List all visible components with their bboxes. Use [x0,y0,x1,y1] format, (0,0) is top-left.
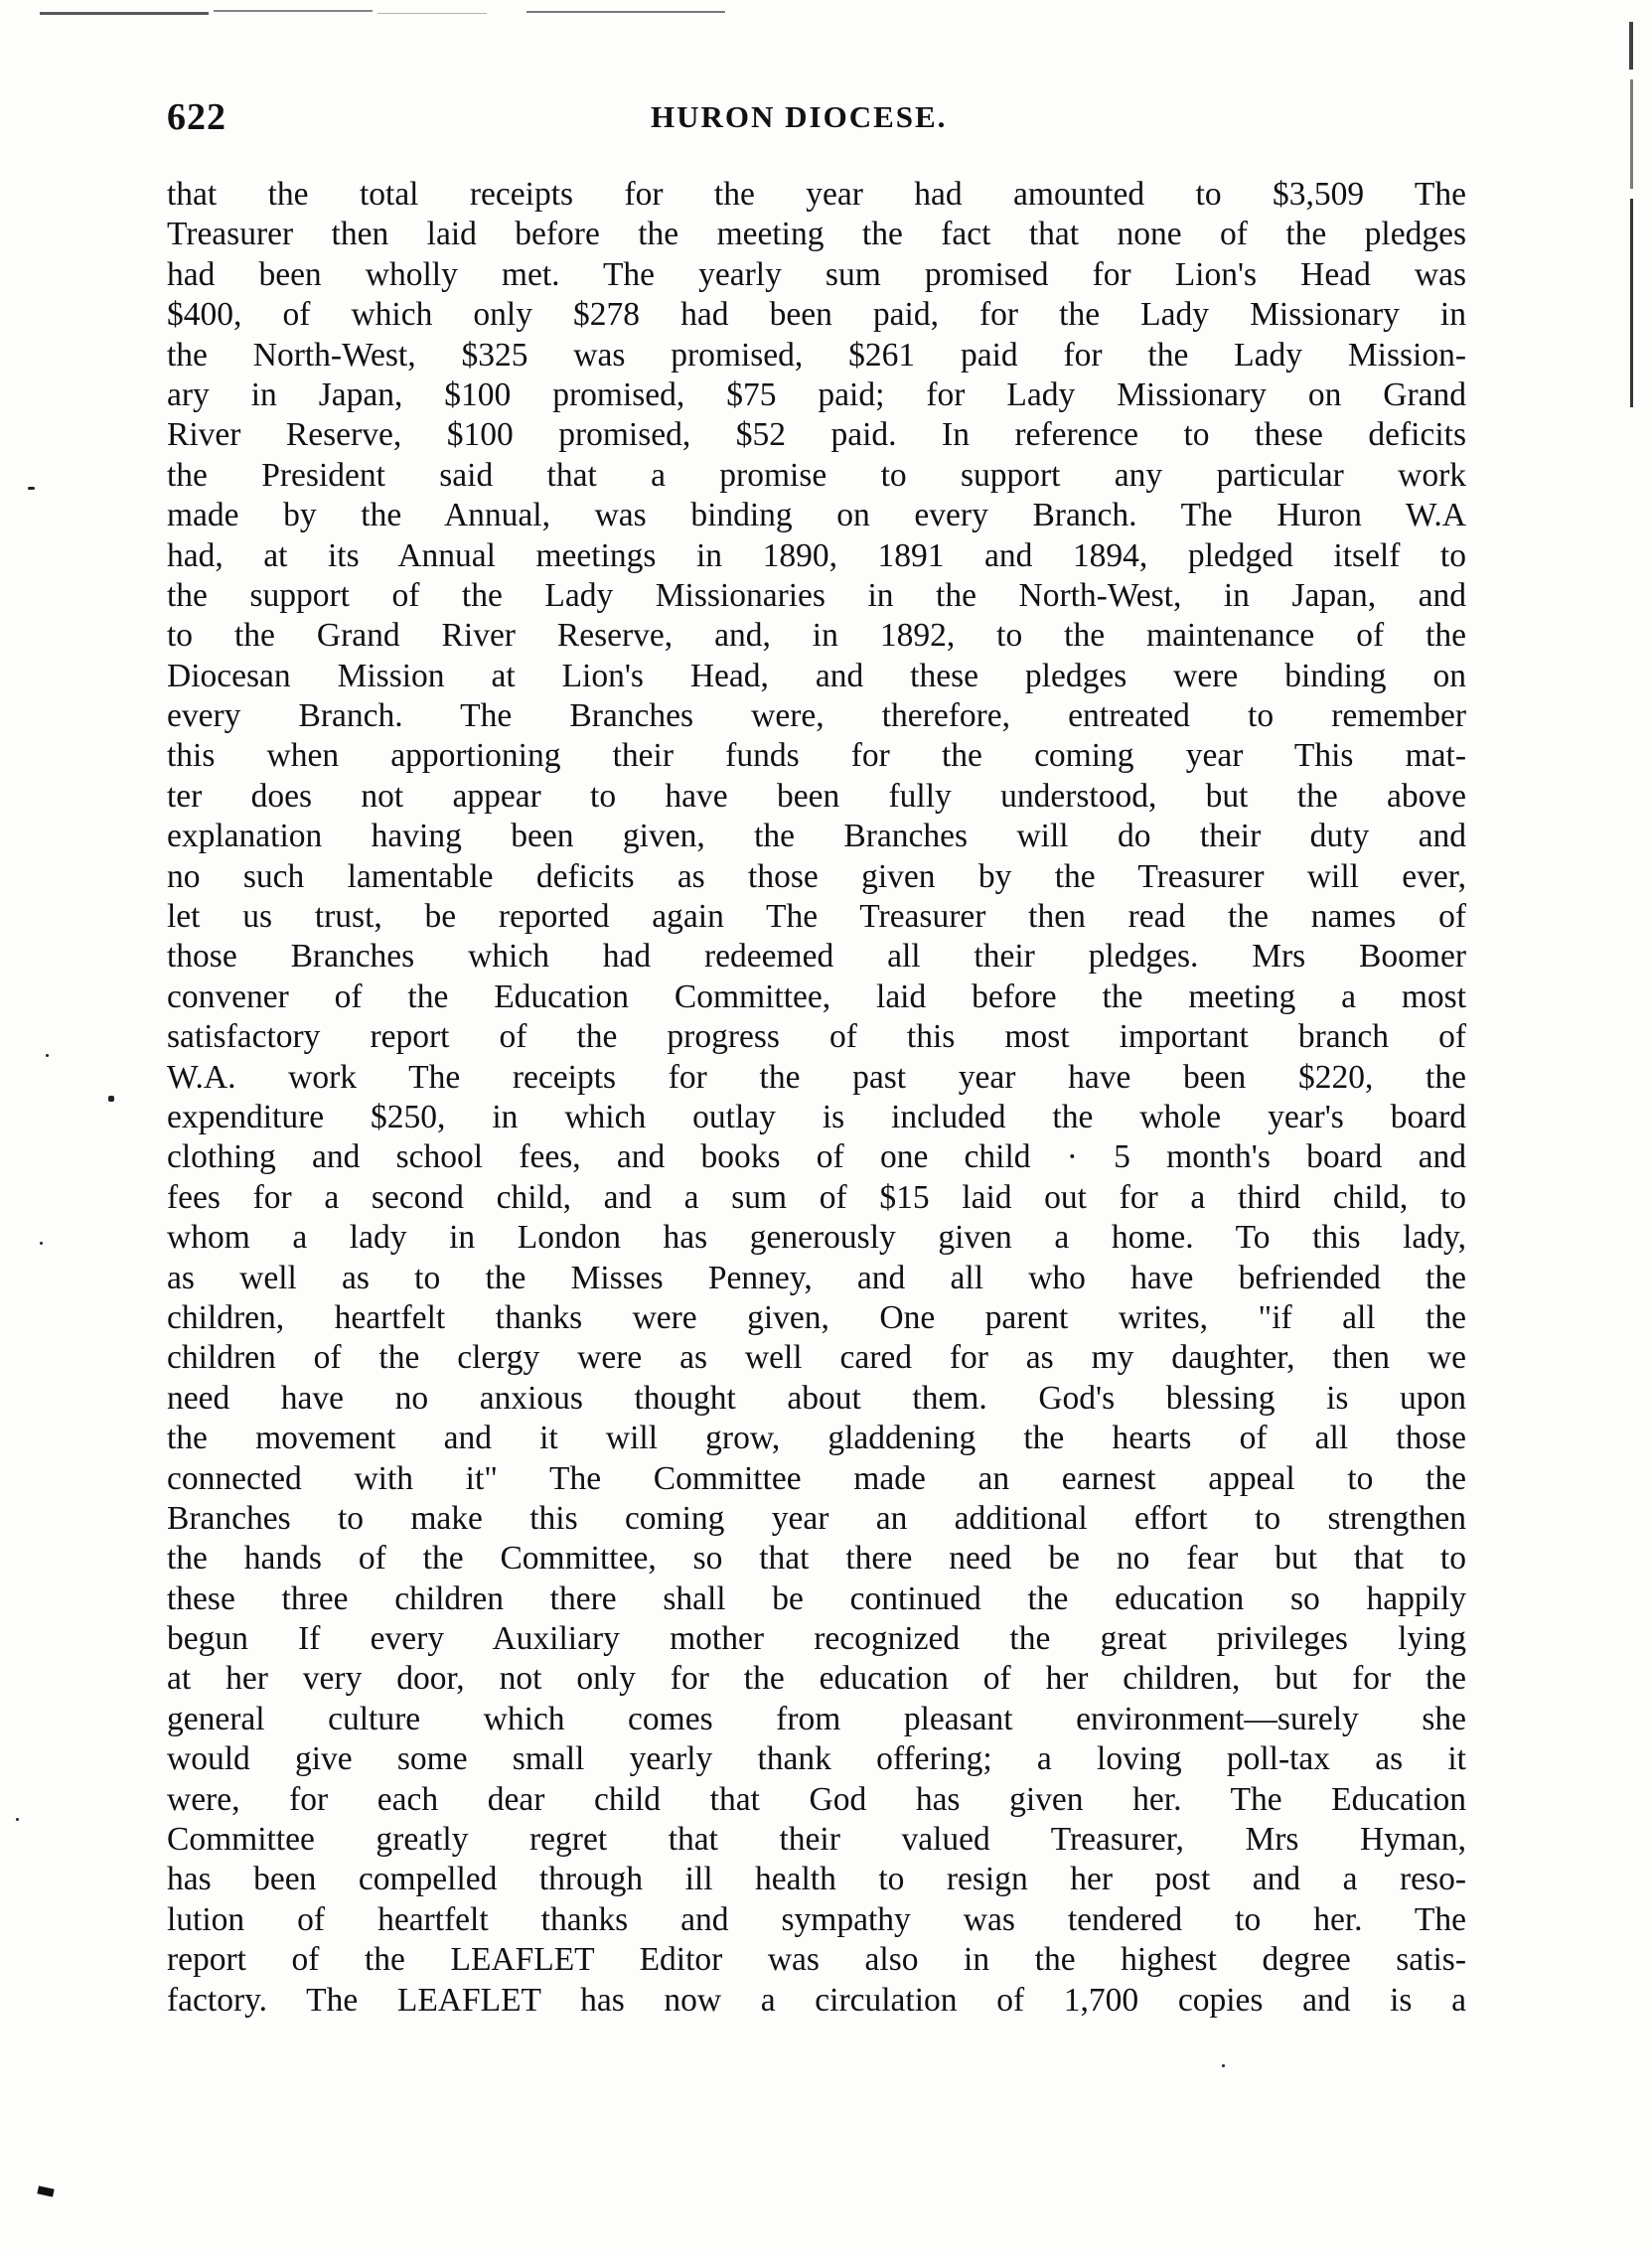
margin-speck [40,1242,43,1245]
scan-artifact-rule [526,11,725,13]
body-text [167,175,1466,2021]
running-title: HURON DIOCESE. [651,99,948,134]
margin-speck [28,487,35,490]
text-line: fees for a second child, and a sum of $15 laid out for a third child, to [167,1178,1466,1216]
text-line: explanation having been given, the Branches will do their duty and [167,818,1466,855]
text-line: children of the clergy were as well cared for as my daughter, then we [167,1339,1466,1377]
text-line: Committee greatly regret that their valued Treasurer, Mrs Hyman, [167,1821,1466,1859]
text-line: the North-West, $325 was promised, $261 paid for the Lady Mission- [167,336,1466,374]
text-line: as well as to the Misses Penney, and all who have befriended the [167,1259,1466,1296]
scan-artifact-rule [214,10,373,12]
text-line: Branches to make this coming year an additional effort to strengthen [167,1499,1466,1537]
text-line: convener of the Education Committee, laid before the meeting a most [167,977,1466,1015]
text-line: ary in Japan, $100 promised, $75 paid; for Lady Missionary on Grand [167,376,1466,413]
text-line: River Reserve, $100 promised, $52 paid. In reference to these deficits [167,416,1466,454]
text-line: that the total receipts for the year had amounted to $3,509 The [167,176,1466,213]
text-line: the support of the Lady Missionaries in the North-West, in Japan, and [167,576,1466,614]
text-line: whom a lady in London has generously given a home. To this lady, [167,1219,1466,1257]
text-line: Treasurer then laid before the meeting the fact that none of the pledges [167,216,1466,253]
text-line: report of the LEAFLET Editor was also in the highest degree satis- [167,1941,1466,1979]
text-line: satisfactory report of the progress of this most important branch of [167,1018,1466,1056]
text-line: $400, of which only $278 had been paid, for the Lady Missionary in [167,296,1466,334]
text-line: the movement and it will grow, gladdening the hearts of all those [167,1420,1466,1457]
text-line: this when apportioning their funds for the coming year This mat- [167,737,1466,775]
scan-artifact-rule [40,12,209,15]
text-line: every Branch. The Branches were, therefore, entreated to remember [167,697,1466,735]
text-line: let us trust, be reported again The Treasurer then read the names of [167,898,1466,936]
text-line: factory. The LEAFLET has now a circulation of 1,700 copies and is a [167,1981,1466,2019]
text-line: those Branches which had redeemed all their pledges. Mrs Boomer [167,938,1466,976]
text-line: clothing and school fees, and books of one child · 5 month's board and [167,1138,1466,1176]
page-header [0,95,1652,155]
text-line: lution of heartfelt thanks and sympathy was tendered to her. The [167,1900,1466,1938]
text-line: the hands of the Committee, so that there need be no fear but that to [167,1540,1466,1578]
text-line: would give some small yearly thank offering; a loving poll-tax as it [167,1740,1466,1778]
text-line: ter does not appear to have been fully understood, but the above [167,777,1466,815]
text-line: W.A. work The receipts for the past year have been $220, the [167,1058,1466,1096]
text-line: to the Grand River Reserve, and, in 1892, to the maintenance of the [167,617,1466,655]
text-line: had been wholly met. The yearly sum promised for Lion's Head was [167,255,1466,293]
margin-speck [1222,2064,1225,2067]
text-line: connected with it" The Committee made an earnest appeal to the [167,1459,1466,1497]
binding-edge-mark [1629,22,1633,70]
text-line: children, heartfelt thanks were given, One parent writes, "if all the [167,1298,1466,1336]
text-line: these three children there shall be continued the education so happily [167,1579,1466,1617]
text-line: need have no anxious thought about them. God's blessing is upon [167,1379,1466,1417]
text-line: had, at its Annual meetings in 1890, 1891 and 1894, pledged itself to [167,536,1466,574]
binding-edge-mark [1630,199,1633,407]
text-line: made by the Annual, was binding on every Branch. The Huron W.A [167,497,1466,534]
text-line: at her very door, not only for the education of her children, but for the [167,1660,1466,1698]
text-line: no such lamentable deficits as those given by the Treasurer will ever, [167,857,1466,895]
text-line: has been compelled through ill health to resign her post and a reso- [167,1861,1466,1898]
margin-speck [46,1054,49,1057]
scan-artifact-mark [37,2185,54,2196]
scan-artifact-rule [377,13,487,14]
text-line: begun If every Auxiliary mother recognized the great privileges lying [167,1620,1466,1658]
margin-speck [16,1818,19,1821]
page-number: 622 [167,96,226,138]
text-line: Diocesan Mission at Lion's Head, and these pledges were binding on [167,657,1466,694]
text-line: were, for each dear child that God has given her. The Education [167,1780,1466,1818]
text-line: the President said that a promise to support any particular work [167,456,1466,494]
text-line: general culture which comes from pleasant environment—surely she [167,1700,1466,1737]
text-line: expenditure $250, in which outlay is included the whole year's board [167,1098,1466,1135]
margin-speck [108,1096,114,1102]
